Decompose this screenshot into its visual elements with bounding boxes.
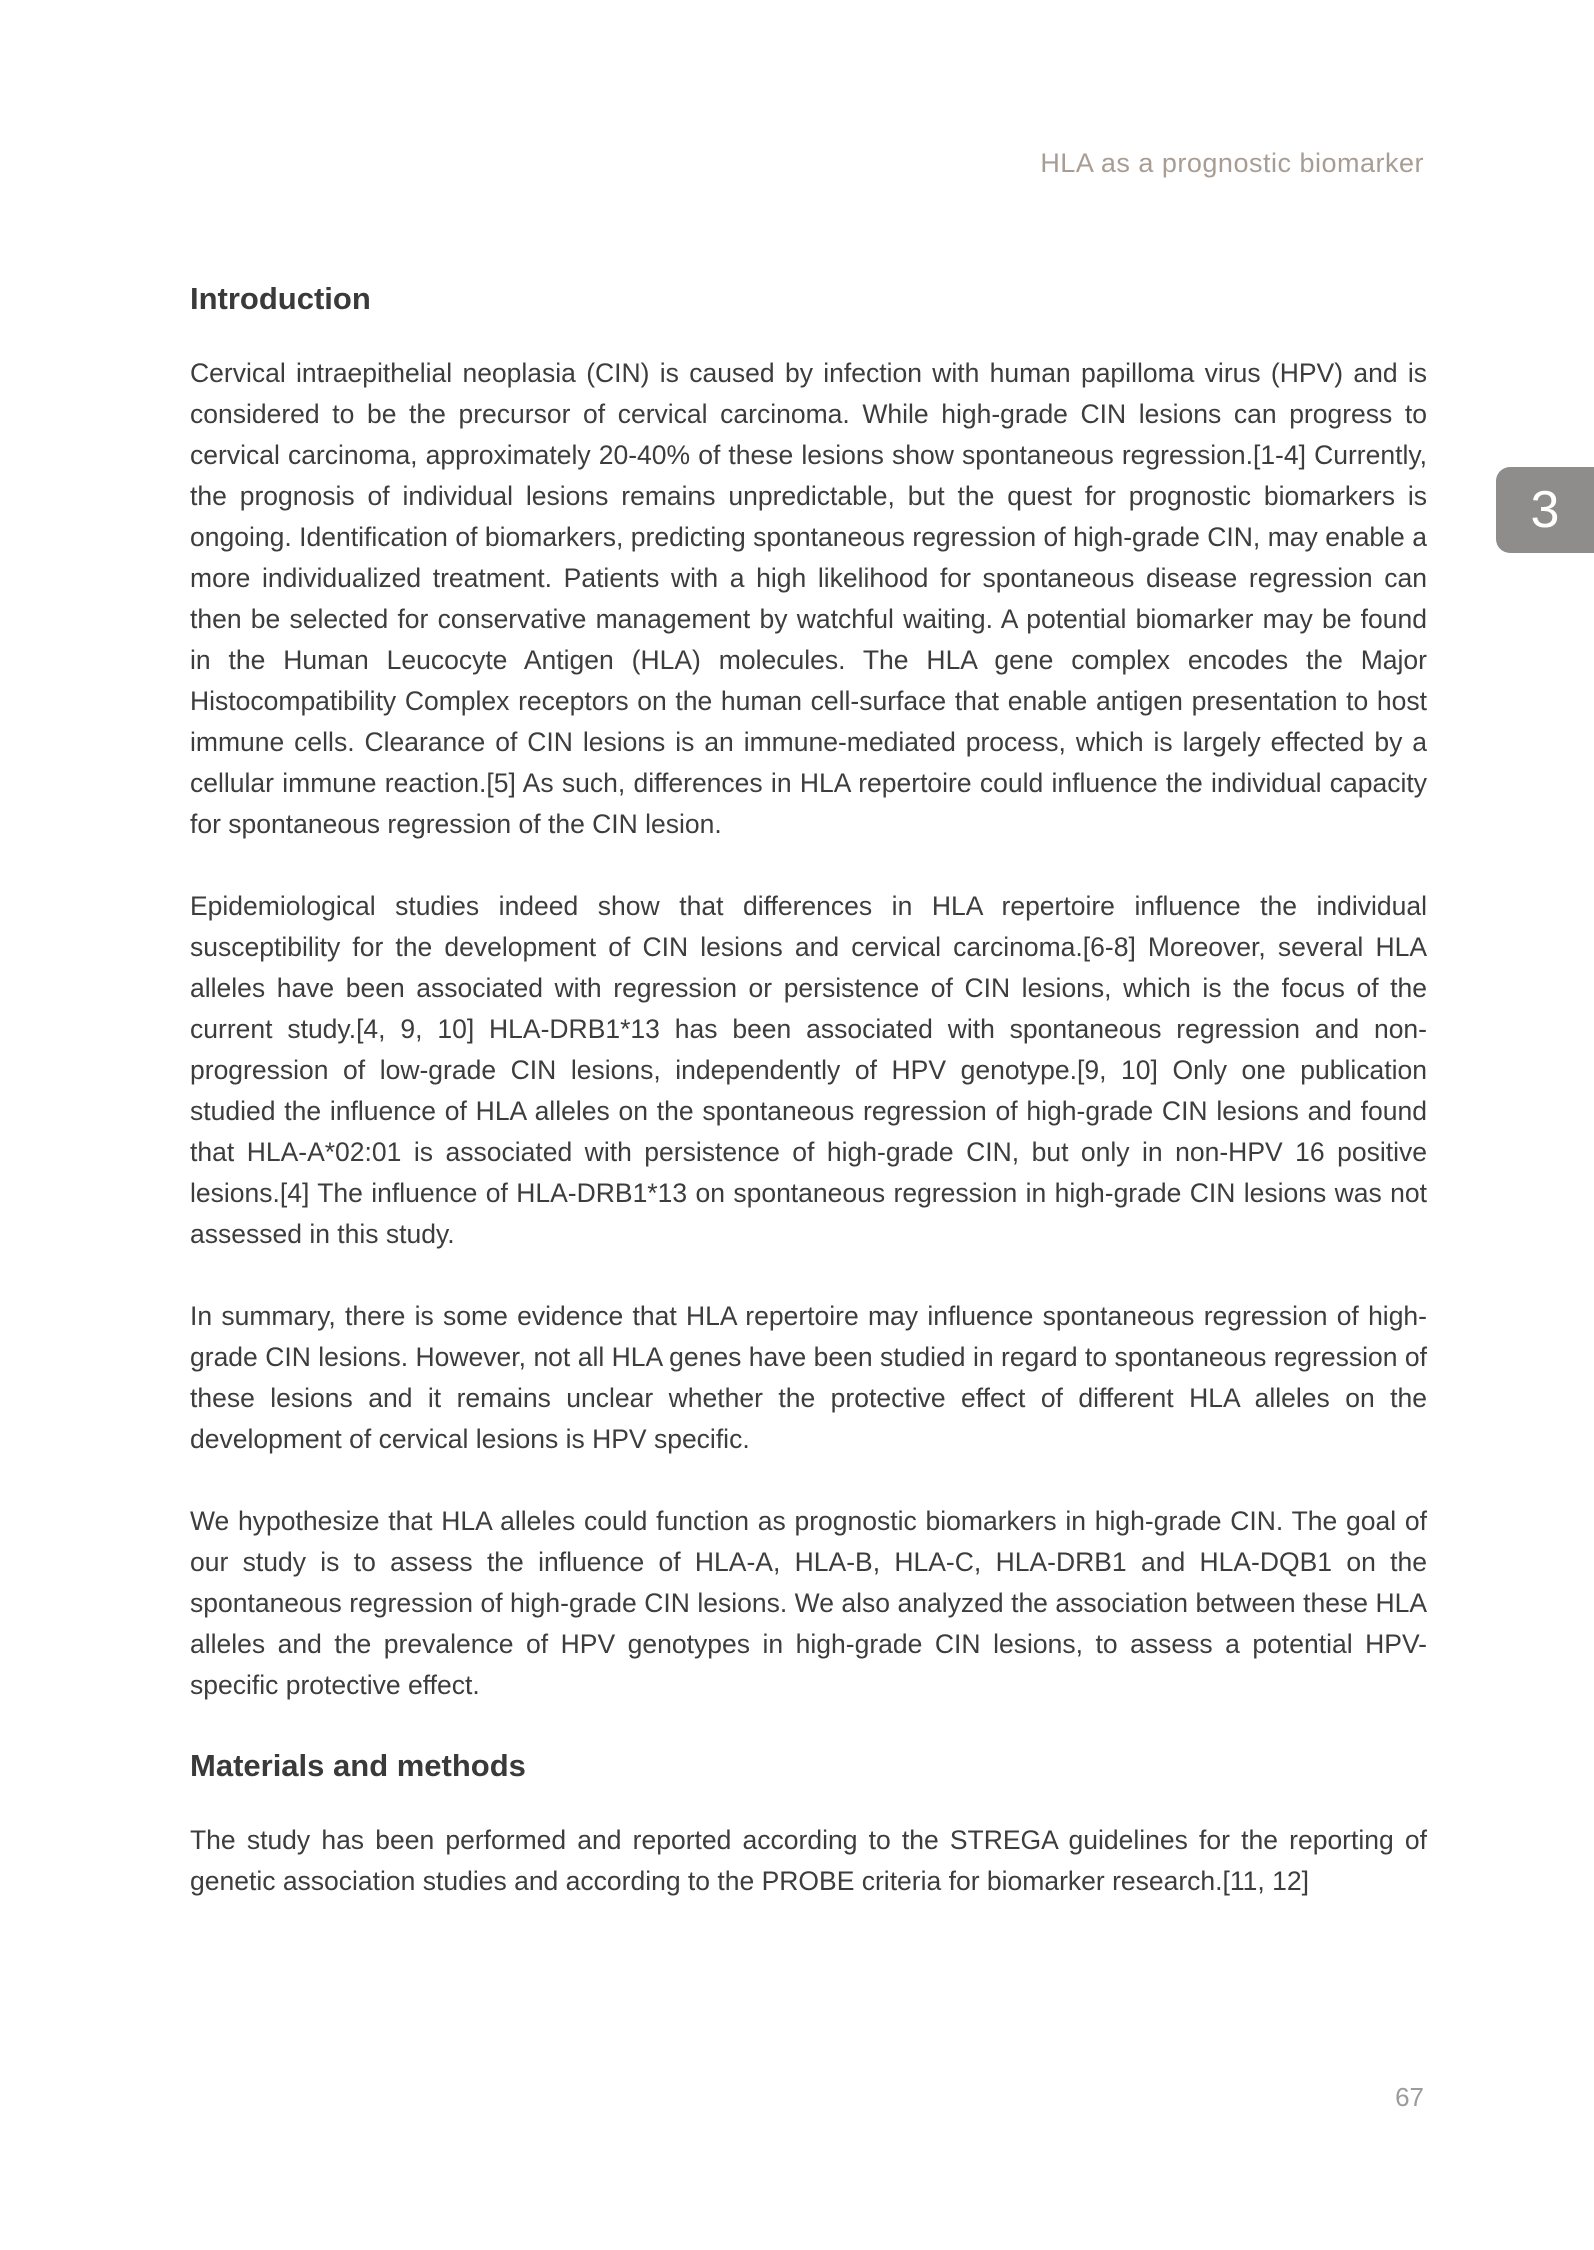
chapter-tab [1496,467,1594,553]
page-number: 67 [1395,2082,1424,2112]
running-header: HLA as a prognostic biomarker [1040,148,1424,178]
content [190,280,1427,1943]
paragraph-methods-1: The study has been performed and reported according to the STREGA guidelines for the reporting of genetic association studies and according to the PROBE criteria for biomarker research.[11, 12] [190,1825,1427,1897]
chapter-number: 3 [1530,481,1560,539]
paragraph-intro-4: We hypothesize that HLA alleles could function as prognostic biomarkers in high-grade CIN. The goal of our study is to assess the influence of HLA-A, HLA-B, HLA-C, HLA-DRB1 and HLA-DQB1 on the spontaneous regression of high-grade CIN lesions. We also analyzed the association between these HLA alleles and the prevalence of HPV genotypes in high-grade CIN lesions, to assess a potential HPV-specific protective effect. [190,1506,1427,1701]
paragraph-intro-2: Epidemiological studies indeed show that differences in HLA repertoire influence the individual susceptibility for the development of CIN lesions and cervical carcinoma.[6-8] Moreover, several HLA alleles have been associated with regression or persistence of CIN lesions, which is the focus of the current study.[4, 9, 10] HLA-DRB1*13 has been associated with spontaneous regression and non-progression of low-grade CIN lesions, independently of HPV genotype.[9, 10] Only one publication studied the influence of HLA alleles on the spontaneous regression of high-grade CIN lesions and found that HLA-A*02:01 is associated with persistence of high-grade CIN, but only in non-HPV 16 positive lesions.[4] The influence of HLA-DRB1*13 on spontaneous regression in high-grade CIN lesions was not assessed in this study. [190,891,1427,1250]
paragraph-intro-1: Cervical intraepithelial neoplasia (CIN) is caused by infection with human papilloma virus (HPV) and is considered to be the precursor of cervical carcinoma. While high-grade CIN lesions can progress to cervical carcinoma, approximately 20-40% of these lesions show spontaneous regression.[1-4] Currently, the prognosis of individual lesions remains unpredictable, but the quest for prognostic biomarkers is ongoing. Identification of biomarkers, predicting spontaneous regression of high-grade CIN, may enable a more individualized treatment. Patients with a high likelihood for spontaneous disease regression can then be selected for conservative management by watchful waiting. A potential biomarker may be found in the Human Leucocyte Antigen (HLA) molecules. The HLA gene complex encodes the Major Histocompatibility Complex receptors on the human cell-surface that enable antigen presentation to host immune cells. Clearance of CIN lesions is an immune-mediated process, which is largely effected by a cellular immune reaction.[5] As such, differences in HLA repertoire could influence the individual capacity for spontaneous regression of the CIN lesion. [190,358,1427,840]
section-heading-materials-and-methods: Materials and methods [190,1748,526,1784]
paragraph-intro-3: In summary, there is some evidence that HLA repertoire may influence spontaneous regression of high-grade CIN lesions. However, not all HLA genes have been studied in regard to spontaneous regression of these lesions and it remains unclear whether the protective effect of different HLA alleles on the development of cervical lesions is HPV specific. [190,1301,1427,1455]
section-heading-introduction: Introduction [190,281,371,316]
